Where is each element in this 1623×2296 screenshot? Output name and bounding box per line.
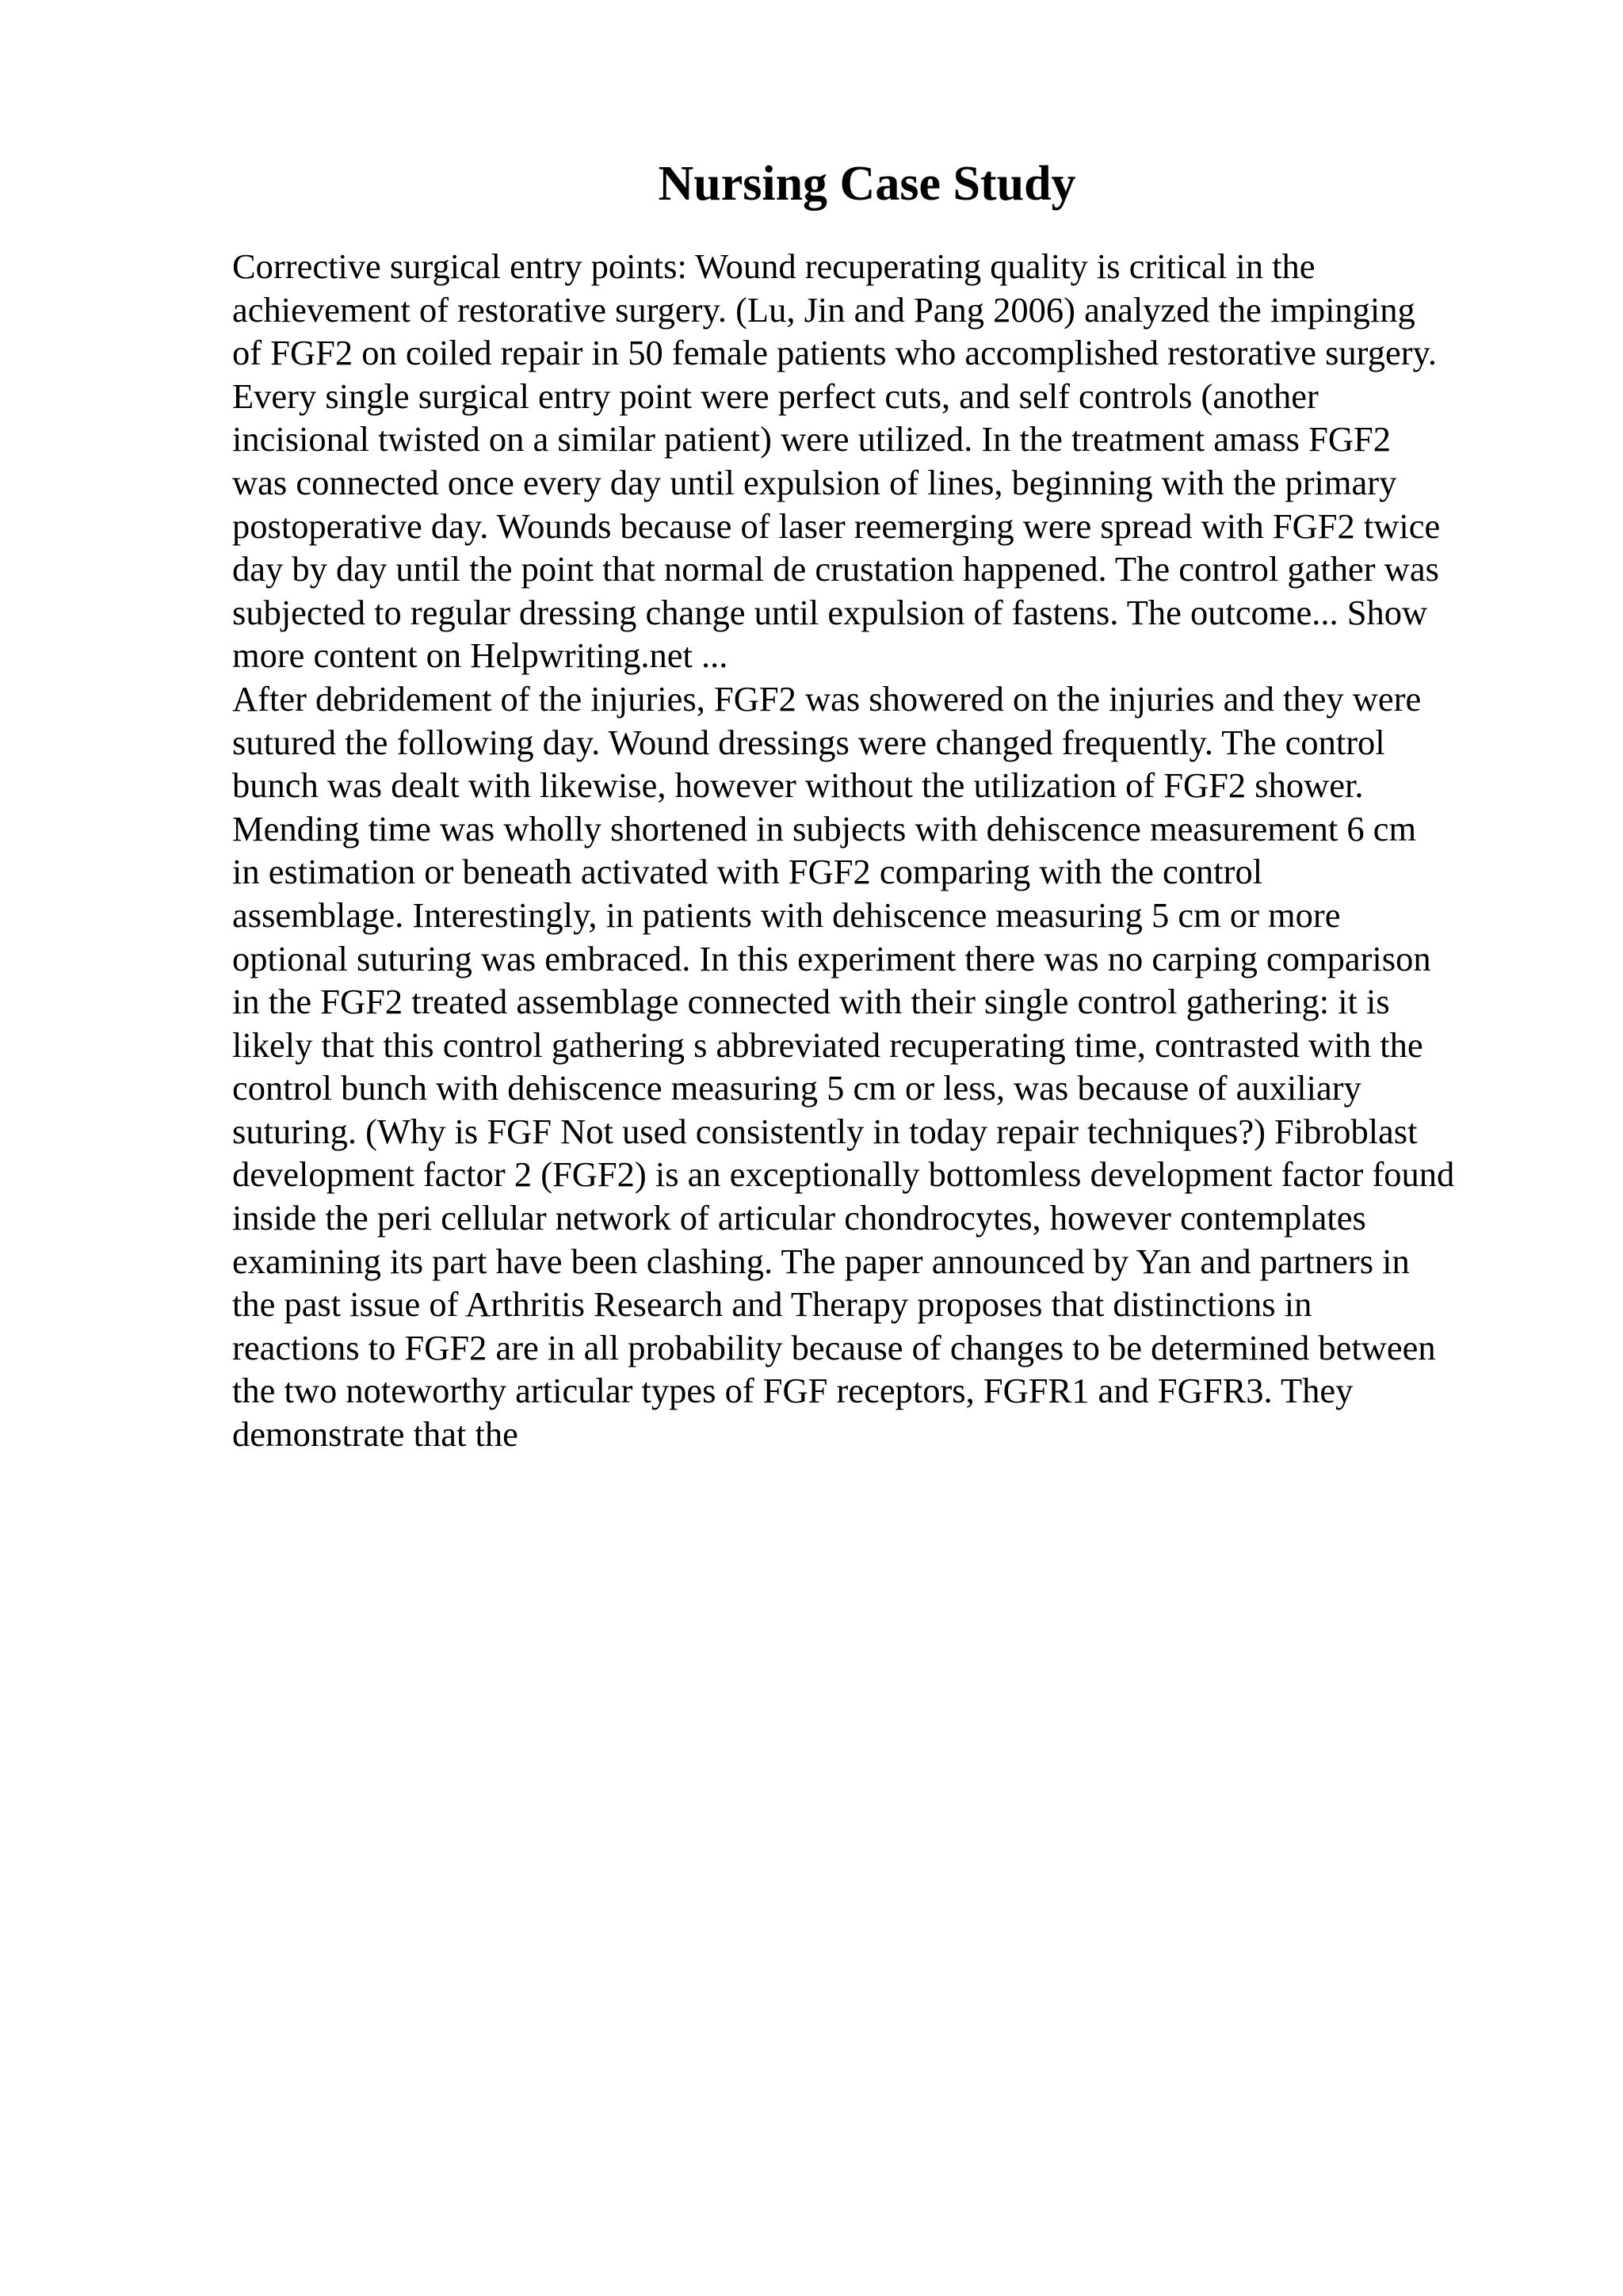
text-line: optional suturing was embraced. In this experiment there was no carping comparison (232, 938, 1431, 978)
text-line: examining its part have been clashing. The paper announced by Yan and partners in (232, 1241, 1410, 1281)
text-line: of FGF2 on coiled repair in 50 female patients who accomplished restorative surgery. (232, 333, 1437, 373)
text-line: development factor 2 (FGF2) is an exceptionally bottomless development factor found (232, 1154, 1455, 1195)
body-text (232, 245, 1548, 1456)
page-title: Nursing Case Study (658, 157, 1076, 211)
text-line: demonstrate that the (232, 1414, 518, 1455)
text-line: the two noteworthy articular types of FGF receptors, FGFR1 and FGFR3. They (232, 1371, 1354, 1411)
text-line: suturing. (Why is FGF Not used consistently in today repair techniques?) Fibroblast (232, 1111, 1418, 1151)
text-line: achievement of restorative surgery. (Lu, Jin and Pang 2006) analyzed the impinging (232, 289, 1415, 330)
text-line: in the FGF2 treated assemblage connected with their single control gathering: it is (232, 982, 1390, 1022)
text-line: postoperative day. Wounds because of laser reemerging were spread with FGF2 twice (232, 505, 1441, 546)
text-line: After debridement of the injuries, FGF2 was showered on the injuries and they were (232, 678, 1422, 719)
text-line: control bunch with dehiscence measuring 5 cm or less, was because of auxiliary (232, 1068, 1361, 1108)
text-line: Every single surgical entry point were perfect cuts, and self controls (another (232, 376, 1319, 416)
text-line: sutured the following day. Wound dressings were changed frequently. The control (232, 722, 1385, 762)
text-line: Mending time was wholly shortened in subjects with dehiscence measurement 6 cm (232, 808, 1417, 849)
text-line: inside the peri cellular network of articular chondrocytes, however contemplates (232, 1198, 1366, 1238)
text-line: was connected once every day until expulsion of lines, beginning with the primary (232, 462, 1397, 502)
text-line: likely that this control gathering s abbreviated recuperating time, contrasted with the (232, 1024, 1423, 1065)
text-line: day by day until the point that normal de crustation happened. The control gather was (232, 549, 1439, 589)
text-line: Corrective surgical entry points: Wound recuperating quality is critical in the (232, 246, 1316, 286)
text-line: more content on Helpwriting.net ... (232, 635, 728, 676)
text-line: reactions to FGF2 are in all probability because of changes to be determined between (232, 1327, 1436, 1367)
text-line: assemblage. Interestingly, in patients with dehiscence measuring 5 cm or more (232, 894, 1341, 935)
text-line: in estimation or beneath activated with FGF2 comparing with the control (232, 852, 1263, 892)
text-line: subjected to regular dressing change until expulsion of fastens. The outcome... Show (232, 592, 1428, 632)
text-line: incisional twisted on a similar patient) were utilized. In the treatment amass FGF2 (232, 419, 1391, 460)
text-line: bunch was dealt with likewise, however without the utilization of FGF2 shower. (232, 765, 1364, 806)
text-line: the past issue of Arthritis Research and Therapy proposes that distinctions in (232, 1284, 1312, 1325)
